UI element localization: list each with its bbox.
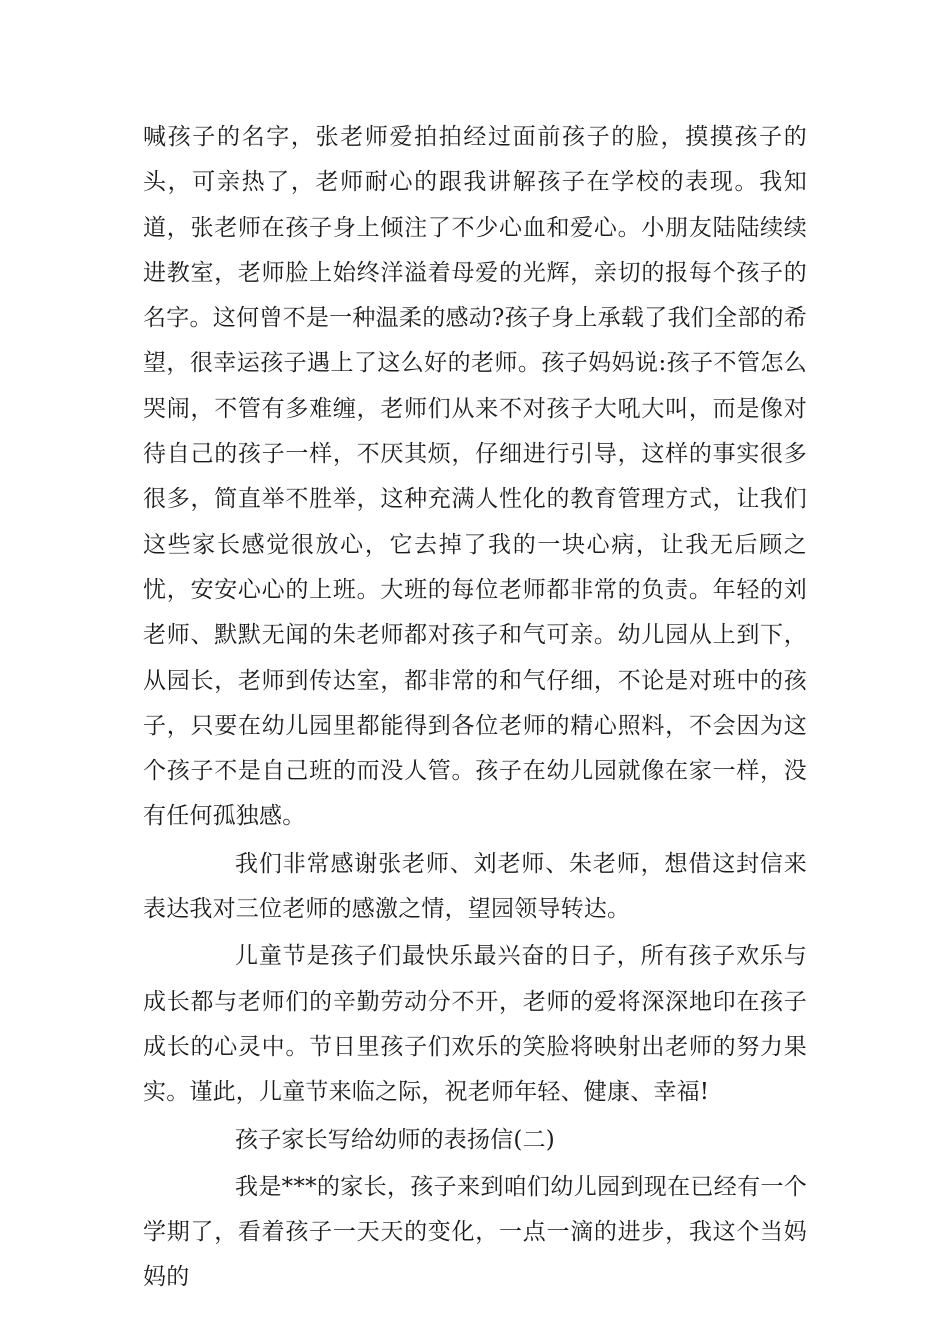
paragraph-1: 喊孩子的名字，张老师爱拍拍经过面前孩子的脸，摸摸孩子的头，可亲热了，老师耐心的跟我讲解孩子在学校的表现。我知道，张老师在孩子身上倾注了不少心血和爱心。小朋友陆陆续续进教室，老师脸上始终洋溢着母爱的光辉，亲切的报每个孩子的名字。这何曾不是一种温柔的感动?孩子身上承载了我们全部的希望，很幸运孩子遇上了这么好的老师。孩子妈妈说:孩子不管怎么哭闹，不管有多难缠，老师们从来不对孩子大吼大叫，而是像对待自己的孩子一样，不厌其烦，仔细进行引导，这样的事实很多很多，简直举不胜举，这种充满人性化的教育管理方式，让我们这些家长感觉很放心，它去掉了我的一块心病，让我无后顾之忧，安安心心的上班。大班的每位老师都非常的负责。年轻的刘老师、默默无闻的朱老师都对孩子和气可亲。幼儿园从上到下，从园长，老师到传达室，都非常的和气仔细，不论是对班中的孩子，只要在幼儿园里都能得到各位老师的精心照料，不会因为这个孩子不是自己班的而没人管。孩子在幼儿园就像在家一样，没有任何孤独感。 [143, 124, 807, 830]
paragraph-3: 儿童节是孩子们最快乐最兴奋的日子，所有孩子欢乐与成长都与老师们的辛勤劳动分不开，老师的爱将深深地印在孩子成长的心灵中。节日里孩子们欢乐的笑脸将映射出老师的努力果实。谨此，儿童节来临之际，祝老师年轻、健康、幸福! [143, 943, 807, 1106]
document-body [143, 115, 807, 1301]
paragraph-2: 我们非常感谢张老师、刘老师、朱老师，想借这封信来表达我对三位老师的感激之情，望园领导转达。 [143, 850, 807, 923]
paragraph-4: 我是***的家长，孩子来到咱们幼儿园到现在已经有一个学期了，看着孩子一天天的变化，一点一滴的进步，我这个当妈妈的 [143, 1173, 807, 1291]
section-heading: 孩子家长写给幼师的表扬信(二) [235, 1126, 555, 1153]
